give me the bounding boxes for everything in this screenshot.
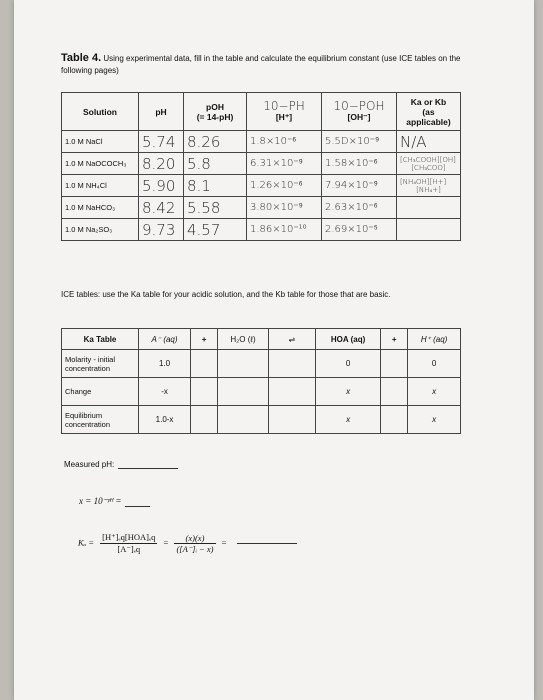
col-oh: 10−POH [OH⁻] — [322, 93, 397, 131]
instructions: Using experimental data, fill in the table and calculate the equilibrium constant (use ICE tables on the following pages) — [61, 54, 461, 75]
x-equation: x = 10⁻ᵖᴴ = — [79, 496, 150, 507]
ice-note: ICE tables: use the Ka table for your acidic solution, and the Kb table for those that are basic. — [61, 290, 391, 299]
page-title — [61, 52, 481, 77]
col-h: 10−PH [H⁺] — [247, 93, 322, 131]
oh-handwritten: 10−POH — [333, 98, 385, 113]
table-row: 1.0 M NaCl 5.74 8.26 1.8×10⁻⁶ 5.5D×10⁻⁹ N/A — [62, 131, 461, 153]
table-row: 1.0 M Na₂SO₃ 9.73 4.57 1.86×10⁻¹⁰ 2.69×10⁻⁵ — [62, 219, 461, 241]
measured-ph: Measured pH: — [64, 460, 178, 469]
ka-blank — [237, 543, 297, 544]
col-ph: pH — [139, 93, 184, 131]
table-row: Change -x x x — [62, 378, 461, 406]
x-blank — [125, 506, 150, 507]
ka-table — [61, 328, 461, 434]
col-poh: pOH (= 14-pH) — [184, 93, 247, 131]
worksheet-page — [14, 0, 534, 700]
table-row: Equilibrium concentration 1.0-x x x — [62, 406, 461, 434]
ka-equation: Kₐ = $\frac{\text{[H⁺]ₑq[HOA]ₑq}}{\text{[A⁻]ₑq}}$ = $\frac{(x)(x)}{\text{([A⁻]ᵢ − x)}}$ = — [78, 532, 297, 555]
table-row: 1.0 M NaOCOCH₃ 8.20 5.8 6.31×10⁻⁹ 1.58×10⁻⁶ [CH₃COOH][OH] [CH₃COO] — [62, 153, 461, 175]
measured-ph-blank — [118, 468, 178, 469]
h-handwritten: 10−PH — [263, 98, 305, 113]
ka-table-header: Ka Table A⁻ (aq) + H₂O (ℓ) ⇌ HOA (aq) + H⁺ (aq) — [62, 329, 461, 350]
table-4-header — [62, 93, 461, 131]
col-k: Ka or Kb (as applicable) — [397, 93, 461, 131]
table-row: 1.0 M NaHCO₃ 8.42 5.58 3.80×10⁻⁹ 2.63×10⁻⁶ — [62, 197, 461, 219]
table-row: Molarity - initial concentration 1.0 0 0 — [62, 350, 461, 378]
col-solution: Solution — [62, 93, 139, 131]
table-row: 1.0 M NH₄Cl 5.90 8.1 1.26×10⁻⁶ 7.94×10⁻⁹ [NH₄OH][H+] [NH₄+] — [62, 175, 461, 197]
table-label: Table 4. — [61, 52, 102, 64]
table-4 — [61, 92, 461, 241]
